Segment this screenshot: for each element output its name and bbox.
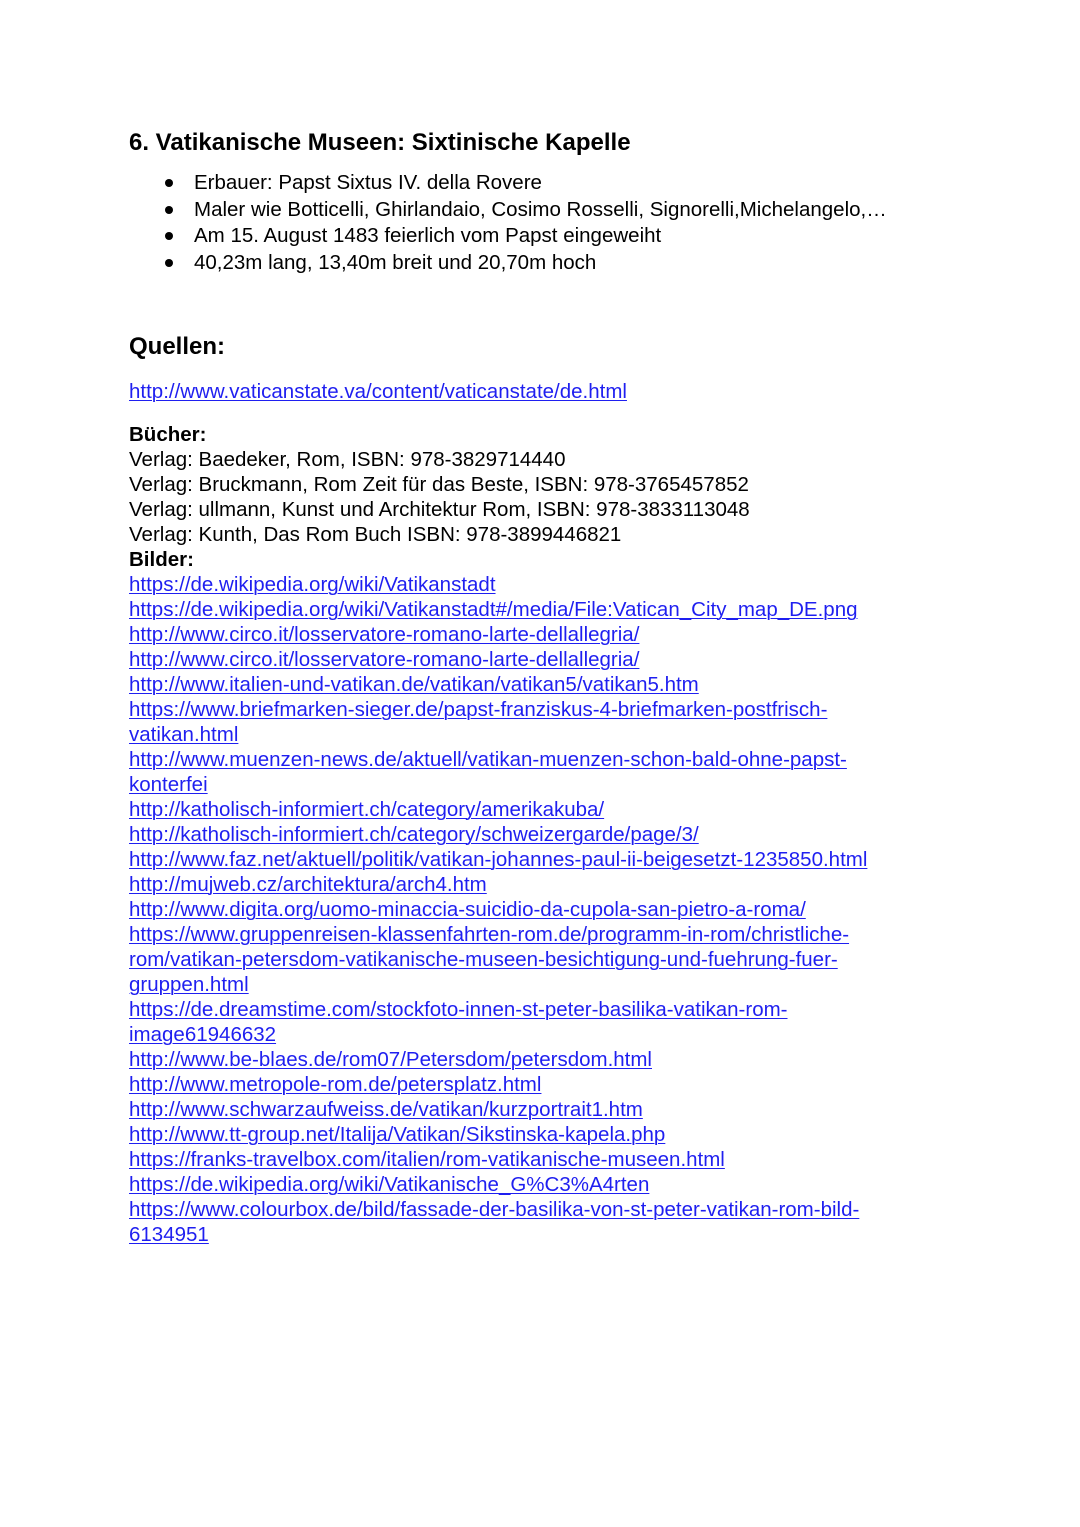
image-source-entry [129,572,959,597]
image-source-link[interactable]: https://de.wikipedia.org/wiki/Vatikanstadt#/media/File:Vatican_City_map_DE.png [129,598,858,621]
image-source-link[interactable]: http://www.schwarzaufweiss.de/vatikan/kurzportrait1.htm [129,1098,643,1121]
bullet-icon [165,232,173,240]
image-source-entry [129,1172,959,1197]
image-source-entry [129,1097,959,1122]
fact-item [129,170,959,197]
images-section [129,547,959,1247]
image-source-entry [129,647,959,672]
fact-text: Maler wie Botticelli, Ghirlandaio, Cosimo Rosselli, Signorelli,Michelangelo,… [194,197,887,221]
image-source-line [129,672,959,697]
image-source-line [129,747,959,772]
image-source-line [129,722,959,747]
fact-text: Am 15. August 1483 feierlich vom Papst eingeweiht [194,224,662,247]
main-source [129,379,959,404]
image-source-link[interactable]: http://www.circo.it/losservatore-romano-larte-dellallegria/ [129,623,640,646]
image-source-line [129,1072,959,1097]
image-source-link[interactable]: http://mujweb.cz/architektura/arch4.htm [129,873,487,896]
image-source-entry [129,672,959,697]
image-source-link[interactable]: konterfei [129,773,208,796]
image-source-link[interactable]: https://www.gruppenreisen-klassenfahrten-rom.de/programm-in-rom/christliche- [129,923,850,946]
books-label: Bücher: [129,423,207,446]
fact-text: 40,23m lang, 13,40m breit und 20,70m hoch [194,250,597,274]
bullet-icon [165,179,173,187]
main-source-link[interactable]: http://www.vaticanstate.va/content/vaticanstate/de.html [129,380,627,403]
image-source-link[interactable]: http://www.italien-und-vatikan.de/vatikan/vatikan5/vatikan5.htm [129,673,699,696]
image-source-line [129,997,959,1022]
fact-item [129,250,959,277]
image-source-link[interactable]: http://www.tt-group.net/Italija/Vatikan/Sikstinska-kapela.php [129,1123,666,1146]
image-source-entry [129,997,959,1047]
image-source-entry [129,847,959,872]
page-content [129,126,959,1247]
image-source-line [129,1122,959,1147]
image-source-line [129,847,959,872]
image-source-link[interactable]: http://www.metropole-rom.de/petersplatz.html [129,1073,542,1096]
image-source-line [129,1222,959,1247]
image-source-line [129,797,959,822]
image-source-line [129,897,959,922]
image-source-link[interactable]: http://www.digita.org/uomo-minaccia-suicidio-da-cupola-san-pietro-a-roma/ [129,898,806,921]
images-label: Bilder: [129,548,194,571]
image-source-line [129,572,959,597]
sources-title: Quellen: [129,333,226,360]
image-source-line [129,597,959,622]
image-source-line [129,622,959,647]
image-source-link[interactable]: https://de.wikipedia.org/wiki/Vatikanische_G%C3%A4rten [129,1173,650,1196]
image-source-line [129,947,959,972]
image-source-entry [129,1147,959,1172]
books-section [129,422,959,547]
image-source-entry [129,1122,959,1147]
image-source-line [129,1047,959,1072]
image-source-entry [129,1197,959,1247]
image-source-link[interactable]: http://www.faz.net/aktuell/politik/vatikan-johannes-paul-ii-beigesetzt-1235850.html [129,848,868,871]
image-source-link[interactable]: https://www.colourbox.de/bild/fassade-der-basilika-von-st-peter-vatikan-rom-bild- [129,1198,860,1221]
image-source-link[interactable]: https://franks-travelbox.com/italien/rom-vatikanische-museen.html [129,1148,725,1171]
image-source-entry [129,797,959,822]
bullet-icon [165,206,173,214]
bullet-icon [165,259,173,267]
image-source-link[interactable]: https://de.wikipedia.org/wiki/Vatikanstadt [129,573,496,596]
image-source-entry [129,872,959,897]
image-source-entry [129,922,959,997]
image-source-link[interactable]: http://www.circo.it/losservatore-romano-larte-dellallegria/ [129,648,640,671]
image-source-line [129,1172,959,1197]
image-source-entry [129,1047,959,1072]
image-source-link[interactable]: http://katholisch-informiert.ch/category/amerikakuba/ [129,798,605,821]
image-source-link[interactable]: http://katholisch-informiert.ch/category/schweizergarde/page/3/ [129,823,699,846]
image-links-list [129,572,959,1247]
image-source-entry [129,897,959,922]
section-title: 6. Vatikanische Museen: Sixtinische Kapelle [129,129,631,156]
image-source-line [129,972,959,997]
image-source-link[interactable]: http://www.be-blaes.de/rom07/Petersdom/petersdom.html [129,1048,652,1071]
image-source-link[interactable]: https://de.dreamstime.com/stockfoto-innen-st-peter-basilika-vatikan-rom- [129,998,788,1021]
book-entry: Verlag: Baedeker, Rom, ISBN: 978-3829714440 [129,448,566,471]
image-source-entry [129,697,959,747]
image-source-line [129,822,959,847]
image-source-entry [129,622,959,647]
image-source-line [129,772,959,797]
fact-text: Erbauer: Papst Sixtus IV. della Rovere [194,171,542,194]
fact-item [129,223,959,250]
image-source-line [129,1022,959,1047]
image-source-entry [129,1072,959,1097]
image-source-line [129,647,959,672]
book-entry: Verlag: Bruckmann, Rom Zeit für das Beste, ISBN: 978-3765457852 [129,473,749,496]
image-source-line [129,872,959,897]
book-entry: Verlag: ullmann, Kunst und Architektur Rom, ISBN: 978-3833113048 [129,498,750,521]
image-source-link[interactable]: 6134951 [129,1223,209,1246]
image-source-line [129,1097,959,1122]
image-source-line [129,697,959,722]
facts-list [129,170,959,276]
image-source-link[interactable]: gruppen.html [129,973,249,996]
image-source-link[interactable]: rom/vatikan-petersdom-vatikanische-museen-besichtigung-und-fuehrung-fuer- [129,948,838,971]
image-source-link[interactable]: image61946632 [129,1023,277,1046]
image-source-link[interactable]: https://www.briefmarken-sieger.de/papst-franziskus-4-briefmarken-postfrisch- [129,698,828,721]
image-source-link[interactable]: vatikan.html [129,723,239,746]
image-source-line [129,922,959,947]
image-source-entry [129,822,959,847]
book-entry: Verlag: Kunth, Das Rom Buch ISBN: 978-3899446821 [129,523,622,546]
image-source-entry [129,597,959,622]
fact-item [129,197,959,224]
image-source-link[interactable]: http://www.muenzen-news.de/aktuell/vatikan-muenzen-schon-bald-ohne-papst- [129,748,847,771]
image-source-line [129,1147,959,1172]
image-source-line [129,1197,959,1222]
image-source-entry [129,747,959,797]
